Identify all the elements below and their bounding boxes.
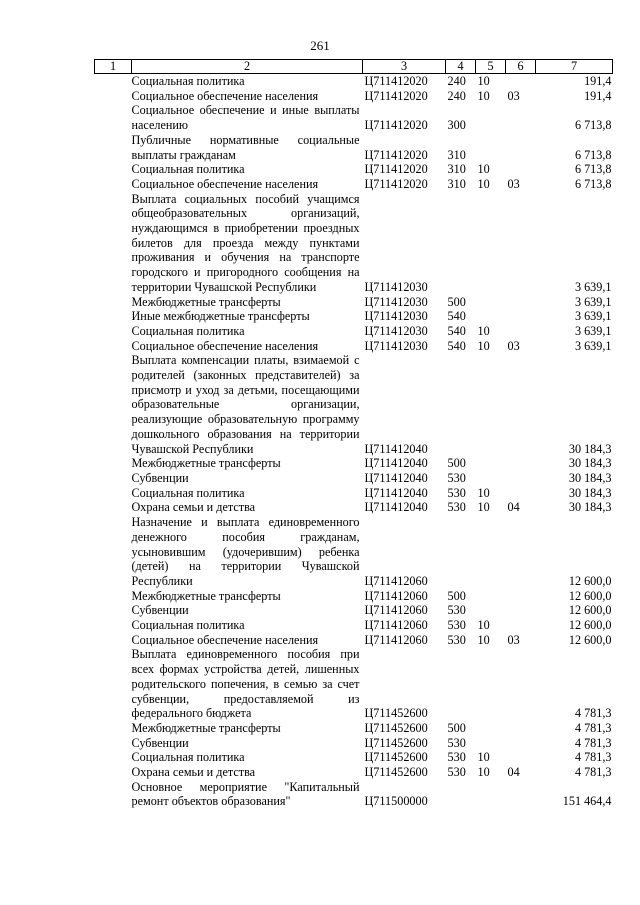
table-row	[95, 486, 613, 501]
item-name-cell: Социальная политика	[131, 323, 245, 338]
expense-type-cell: 530	[447, 750, 466, 765]
row-number-cell	[95, 500, 132, 515]
item-name-cell: Межбюджетные трансферты	[131, 294, 281, 309]
subsection-cell	[506, 74, 536, 89]
subsection-cell	[506, 603, 536, 618]
row-number-cell	[95, 618, 132, 633]
subsection-cell	[506, 471, 536, 486]
expense-type-cell: 530	[447, 470, 466, 485]
row-number-cell	[95, 192, 132, 295]
table-row	[95, 339, 613, 354]
section-cell: 10	[477, 618, 490, 633]
amount-cell: 12 600,0	[568, 618, 612, 633]
expense-type-cell: 540	[447, 309, 466, 324]
subsection-cell	[506, 192, 536, 295]
target-code-cell: Ц711452600	[364, 706, 428, 721]
target-code-cell: Ц711412030	[364, 309, 428, 324]
table-row	[95, 177, 613, 192]
row-number-cell	[95, 589, 132, 604]
budget-table	[94, 59, 613, 809]
subsection-cell: 03	[507, 632, 520, 647]
row-number-cell	[95, 647, 132, 721]
subsection-cell	[506, 353, 536, 456]
item-name-cell: Социальное обеспечение населения	[131, 88, 319, 103]
expense-type-cell: 240	[447, 88, 466, 103]
table-row	[95, 603, 613, 618]
subsection-cell	[506, 456, 536, 471]
item-name-cell: Межбюджетные трансферты	[131, 456, 281, 471]
subsection-cell	[506, 647, 536, 721]
target-code-cell: Ц711452600	[364, 750, 428, 765]
target-code-cell: Ц711412030	[364, 338, 428, 353]
table-row	[95, 295, 613, 310]
amount-cell: 6 713,8	[574, 118, 612, 133]
expense-type-cell: 530	[447, 618, 466, 633]
table-row	[95, 162, 613, 177]
expense-type-cell: 310	[447, 162, 466, 177]
section-cell: 10	[477, 88, 490, 103]
amount-cell: 4 781,3	[574, 720, 612, 735]
section-cell	[476, 647, 506, 721]
amount-cell: 12 600,0	[568, 603, 612, 618]
expense-type-cell	[446, 515, 476, 589]
table-row	[95, 618, 613, 633]
table-row	[95, 500, 613, 515]
item-name-cell: Субвенции	[131, 735, 189, 750]
target-code-cell: Ц711412060	[364, 603, 428, 618]
section-cell	[476, 721, 506, 736]
subsection-cell	[506, 515, 536, 589]
row-number-cell	[95, 471, 132, 486]
section-cell: 10	[477, 176, 490, 191]
row-number-cell	[95, 603, 132, 618]
amount-cell: 151 464,4	[562, 794, 612, 809]
row-number-cell	[95, 456, 132, 471]
amount-cell: 30 184,3	[568, 441, 612, 456]
column-header: 2	[132, 60, 363, 74]
subsection-cell: 04	[507, 500, 520, 515]
amount-cell: 6 713,8	[574, 162, 612, 177]
row-number-cell	[95, 103, 132, 132]
row-number-cell	[95, 324, 132, 339]
row-number-cell	[95, 353, 132, 456]
item-name-cell: Выплата социальных пособий учащимся общеобразовательных организаций, нуждающимся в приобретении проездных билетов для проезда между пунктами проживания и обучения на транспорте городского и пригородного сообщения на территории Чувашской Республики	[131, 191, 360, 294]
table-row	[95, 309, 613, 324]
target-code-cell: Ц711412020	[364, 118, 428, 133]
section-cell	[476, 456, 506, 471]
column-header: 4	[446, 60, 476, 74]
amount-cell: 30 184,3	[568, 456, 612, 471]
item-name-cell: Межбюджетные трансферты	[131, 588, 281, 603]
expense-type-cell	[446, 647, 476, 721]
column-header: 5	[476, 60, 506, 74]
subsection-cell	[506, 133, 536, 162]
subsection-cell	[506, 486, 536, 501]
subsection-cell	[506, 736, 536, 751]
section-cell	[476, 736, 506, 751]
expense-type-cell: 530	[447, 603, 466, 618]
page-number: 261	[310, 38, 330, 53]
section-cell	[476, 103, 506, 132]
target-code-cell: Ц711412020	[364, 162, 428, 177]
table-row	[95, 324, 613, 339]
subsection-cell	[506, 295, 536, 310]
item-name-cell: Социальное обеспечение населения	[131, 338, 319, 353]
table-row	[95, 647, 613, 721]
subsection-cell	[506, 309, 536, 324]
table-row	[95, 589, 613, 604]
item-name-cell: Основное мероприятие "Капитальный ремонт объектов образования"	[131, 779, 360, 809]
section-cell	[476, 192, 506, 295]
subsection-cell	[506, 162, 536, 177]
section-cell	[476, 515, 506, 589]
item-name-cell: Назначение и выплата единовременного денежного пособия гражданам, усыновившим (удочерившим) ребенка (детей) на территории Чувашской Республики	[131, 515, 360, 588]
section-cell	[476, 309, 506, 324]
target-code-cell: Ц711412030	[364, 279, 428, 294]
item-name-cell: Социальное обеспечение и иные выплаты населению	[131, 103, 360, 133]
table-row	[95, 471, 613, 486]
expense-type-cell: 500	[447, 588, 466, 603]
expense-type-cell: 530	[447, 632, 466, 647]
section-cell	[476, 589, 506, 604]
subsection-cell	[506, 324, 536, 339]
target-code-cell: Ц711412060	[364, 618, 428, 633]
column-header: 1	[95, 60, 132, 74]
subsection-cell: 04	[507, 765, 520, 780]
target-code-cell: Ц711412060	[364, 573, 428, 588]
target-code-cell: Ц711452600	[364, 765, 428, 780]
target-code-cell: Ц711412020	[364, 147, 428, 162]
section-cell: 10	[477, 765, 490, 780]
column-header: 3	[363, 60, 446, 74]
amount-cell: 4 781,3	[574, 750, 612, 765]
expense-type-cell: 500	[447, 720, 466, 735]
expense-type-cell: 240	[447, 74, 466, 88]
item-name-cell: Межбюджетные трансферты	[131, 720, 281, 735]
item-name-cell: Публичные нормативные социальные выплаты гражданам	[131, 132, 360, 162]
amount-cell: 12 600,0	[568, 632, 612, 647]
section-cell	[476, 780, 506, 809]
item-name-cell: Социальная политика	[131, 74, 245, 88]
row-number-cell	[95, 309, 132, 324]
target-code-cell: Ц711412040	[364, 470, 428, 485]
header-row	[95, 60, 613, 74]
row-number-cell	[95, 89, 132, 104]
row-number-cell	[95, 780, 132, 809]
table-row	[95, 515, 613, 589]
section-cell	[476, 603, 506, 618]
row-number-cell	[95, 177, 132, 192]
section-cell: 10	[477, 500, 490, 515]
target-code-cell: Ц711412040	[364, 441, 428, 456]
expense-type-cell: 500	[447, 456, 466, 471]
item-name-cell: Социальная политика	[131, 162, 245, 177]
row-number-cell	[95, 162, 132, 177]
row-number-cell	[95, 339, 132, 354]
item-name-cell: Социальная политика	[131, 618, 245, 633]
expense-type-cell: 530	[447, 765, 466, 780]
subsection-cell: 03	[507, 338, 520, 353]
item-name-cell: Выплата единовременного пособия при всех формах устройства детей, лишенных родительского попечения, в семью за счет субвенции, предоставляемой из федерального бюджета	[131, 647, 360, 721]
expense-type-cell: 540	[447, 323, 466, 338]
subsection-cell	[506, 618, 536, 633]
target-code-cell: Ц711412040	[364, 456, 428, 471]
table-row	[95, 133, 613, 162]
amount-cell: 3 639,1	[574, 294, 612, 309]
section-cell	[476, 353, 506, 456]
expense-type-cell: 310	[447, 176, 466, 191]
amount-cell: 4 781,3	[574, 735, 612, 750]
item-name-cell: Субвенции	[131, 470, 189, 485]
section-cell: 10	[477, 632, 490, 647]
item-name-cell: Социальная политика	[131, 485, 245, 500]
table-row	[95, 353, 613, 456]
expense-type-cell	[446, 192, 476, 295]
target-code-cell: Ц711412060	[364, 632, 428, 647]
target-code-cell: Ц711412030	[364, 323, 428, 338]
row-number-cell	[95, 750, 132, 765]
expense-type-cell: 530	[447, 485, 466, 500]
table-row	[95, 736, 613, 751]
amount-cell: 191,4	[584, 88, 612, 103]
item-name-cell: Социальное обеспечение населения	[131, 176, 319, 191]
row-number-cell	[95, 633, 132, 648]
column-header: 7	[536, 60, 613, 74]
section-cell	[476, 471, 506, 486]
target-code-cell: Ц711500000	[364, 794, 428, 809]
item-name-cell: Выплата компенсации платы, взимаемой с родителей (законных представителей) за присмотр и уход за детьми, посещающими образовательные организации, реализующие образовательную программу дошкольного образования на территории Чувашской Республики	[131, 353, 360, 456]
table-row	[95, 89, 613, 104]
target-code-cell: Ц711452600	[364, 720, 428, 735]
section-cell: 10	[477, 162, 490, 177]
item-name-cell: Охрана семьи и детства	[131, 500, 256, 515]
target-code-cell: Ц711412060	[364, 588, 428, 603]
row-number-cell	[95, 295, 132, 310]
subsection-cell: 03	[507, 176, 520, 191]
item-name-cell: Социальное обеспечение населения	[131, 632, 319, 647]
subsection-cell	[506, 780, 536, 809]
subsection-cell	[506, 750, 536, 765]
amount-cell: 4 781,3	[574, 765, 612, 780]
amount-cell: 3 639,1	[574, 323, 612, 338]
row-number-cell	[95, 74, 132, 89]
amount-cell: 12 600,0	[568, 573, 612, 588]
row-number-cell	[95, 133, 132, 162]
section-cell	[476, 295, 506, 310]
item-name-cell: Субвенции	[131, 603, 189, 618]
section-cell: 10	[477, 323, 490, 338]
table-row	[95, 750, 613, 765]
table-row	[95, 456, 613, 471]
amount-cell: 3 639,1	[574, 309, 612, 324]
expense-type-cell: 540	[447, 338, 466, 353]
item-name-cell: Иные межбюджетные трансферты	[131, 309, 310, 324]
table-row	[95, 721, 613, 736]
amount-cell: 30 184,3	[568, 500, 612, 515]
table-row	[95, 633, 613, 648]
expense-type-cell: 530	[447, 735, 466, 750]
expense-type-cell: 300	[447, 118, 466, 133]
table-row	[95, 103, 613, 132]
table-body	[95, 74, 613, 810]
amount-cell: 3 639,1	[574, 338, 612, 353]
column-header: 6	[506, 60, 536, 74]
target-code-cell: Ц711412040	[364, 485, 428, 500]
amount-cell: 6 713,8	[574, 147, 612, 162]
row-number-cell	[95, 736, 132, 751]
target-code-cell: Ц711412040	[364, 500, 428, 515]
item-name-cell: Социальная политика	[131, 750, 245, 765]
amount-cell: 4 781,3	[574, 706, 612, 721]
section-cell: 10	[477, 485, 490, 500]
section-cell	[476, 133, 506, 162]
subsection-cell	[506, 103, 536, 132]
amount-cell: 30 184,3	[568, 470, 612, 485]
row-number-cell	[95, 765, 132, 780]
expense-type-cell: 310	[447, 147, 466, 162]
amount-cell: 6 713,8	[574, 176, 612, 191]
table-row	[95, 74, 613, 89]
row-number-cell	[95, 515, 132, 589]
table-row	[95, 192, 613, 295]
table-row	[95, 765, 613, 780]
row-number-cell	[95, 486, 132, 501]
expense-type-cell	[446, 353, 476, 456]
section-cell: 10	[477, 338, 490, 353]
section-cell: 10	[477, 74, 490, 88]
target-code-cell: Ц711412030	[364, 294, 428, 309]
row-number-cell	[95, 721, 132, 736]
target-code-cell: Ц711412020	[364, 176, 428, 191]
subsection-cell: 03	[507, 88, 520, 103]
amount-cell: 12 600,0	[568, 588, 612, 603]
expense-type-cell	[446, 780, 476, 809]
expense-type-cell: 530	[447, 500, 466, 515]
target-code-cell: Ц711452600	[364, 735, 428, 750]
amount-cell: 191,4	[584, 74, 612, 88]
table-row	[95, 780, 613, 809]
target-code-cell: Ц711412020	[364, 88, 428, 103]
section-cell: 10	[477, 750, 490, 765]
amount-cell: 30 184,3	[568, 485, 612, 500]
item-name-cell: Охрана семьи и детства	[131, 765, 256, 780]
expense-type-cell: 500	[447, 294, 466, 309]
subsection-cell	[506, 589, 536, 604]
target-code-cell: Ц711412020	[364, 74, 428, 88]
subsection-cell	[506, 721, 536, 736]
amount-cell: 3 639,1	[574, 279, 612, 294]
